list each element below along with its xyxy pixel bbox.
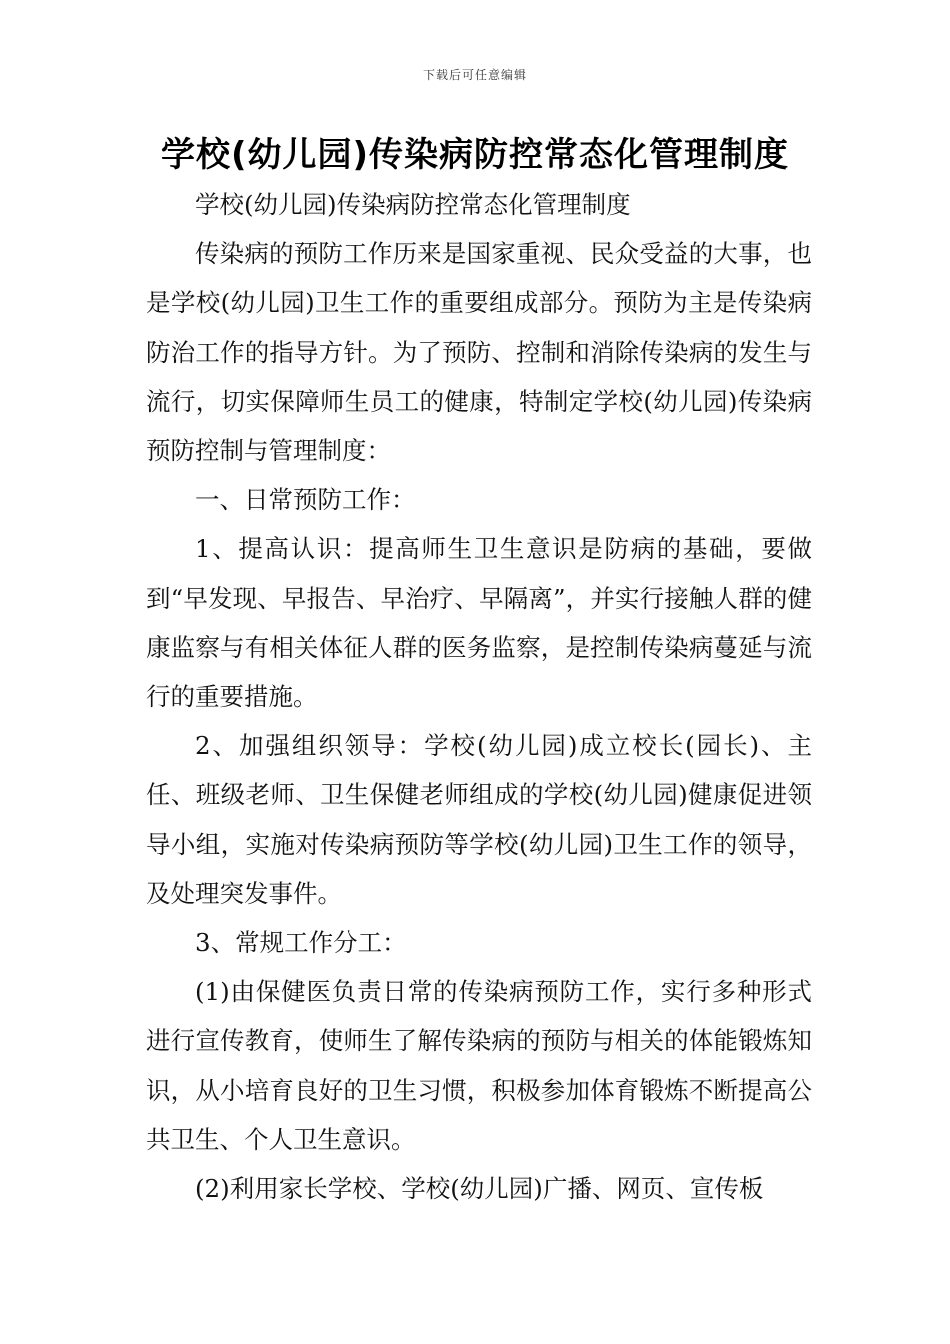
document-body (146, 180, 812, 1213)
paragraph-item-3: 3、常规工作分工： (195, 928, 407, 958)
page-title: 学校(幼儿园)传染病防控常态化管理制度 (160, 135, 790, 175)
document-subtitle: 学校(幼儿园)传染病防控常态化管理制度 (195, 190, 631, 219)
paragraph-item-2: 2、加强组织领导：学校(幼儿园)成立校长(园长)、主任、班级老师、卫生保健老师组成的学校(幼儿园)健康促进领导小组，实施对传染病预防等学校(幼儿园)卫生工作的领导，及处理突发事件。 (146, 731, 812, 908)
paragraph-subitem-1: (1)由保健医负责日常的传染病预防工作，实行多种形式进行宣传教育，使师生了解传染病的预防与相关的体能锻炼知识，从小培育良好的卫生习惯，积极参加体育锻炼不断提高公共卫生、个人卫生意识。 (146, 977, 812, 1154)
header-note: 下载后可任意编辑 (422, 68, 527, 82)
paragraph-item-1: 1、提高认识：提高师生卫生意识是防病的基础，要做到“早发现、早报告、早治疗、早隔离”，并实行接触人群的健康监察与有相关体征人群的医务监察，是控制传染病蔓延与流行的重要措施。 (146, 534, 812, 712)
paragraph-subitem-2: (2)利用家长学校、学校(幼儿园)广播、网页、宣传板 (195, 1174, 764, 1204)
section-heading-daily-prevention: 一、日常预防工作： (195, 485, 416, 515)
paragraph-intro: 传染病的预防工作历来是国家重视、民众受益的大事，也是学校(幼儿园)卫生工作的重要组成部分。预防为主是传染病防治工作的指导方针。为了预防、控制和消除传染病的发生与流行，切实保障师生员工的健康，特制定学校(幼儿园)传染病预防控制与管理制度： (146, 239, 812, 466)
